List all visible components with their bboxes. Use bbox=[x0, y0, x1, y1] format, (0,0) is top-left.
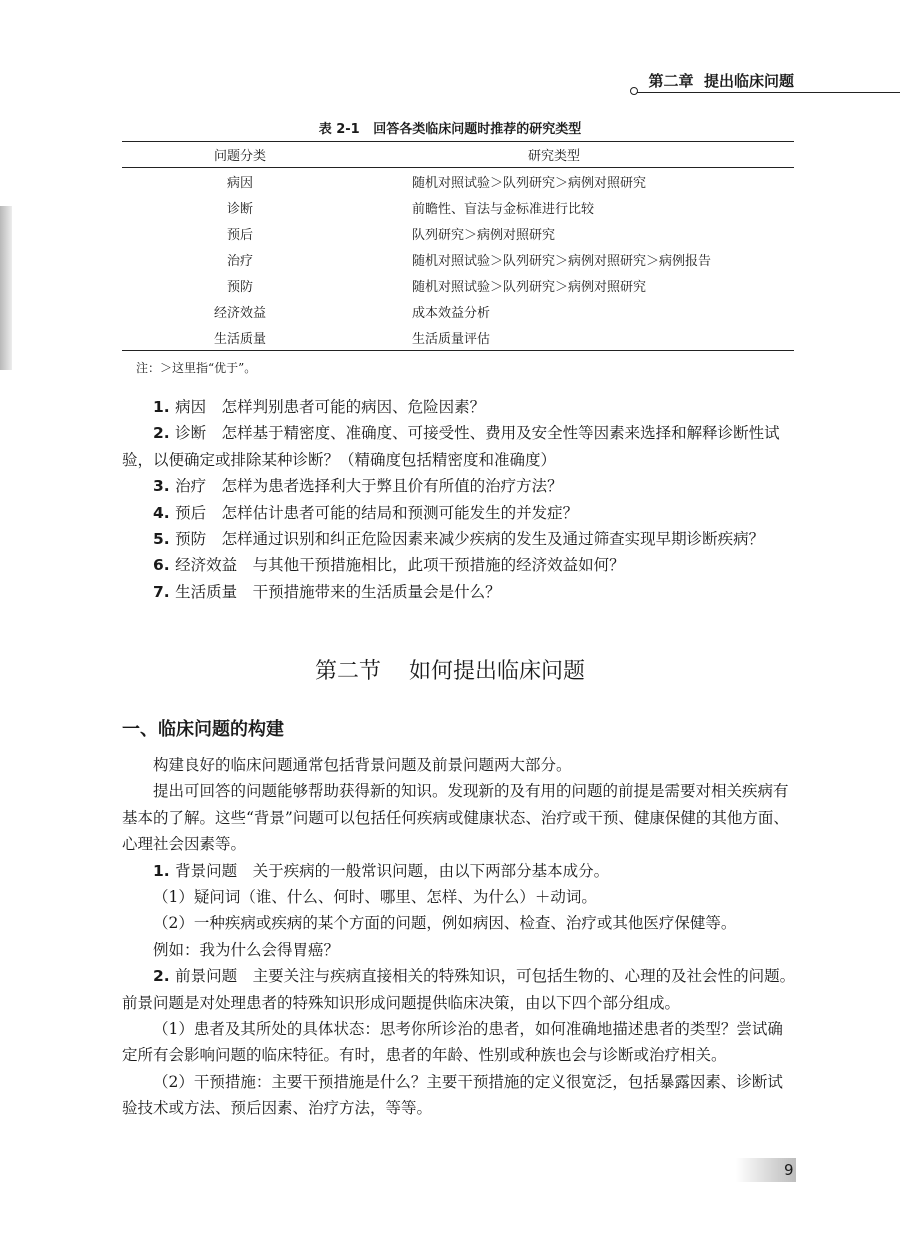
question-item: 5. 预防 怎样通过识别和纠正危险因素来减少疾病的发生及通过筛查实现早期诊断疾病？ bbox=[153, 530, 765, 549]
question-item: 6. 经济效益 与其他干预措施相比，此项干预措施的经济效益如何？ bbox=[153, 556, 625, 575]
table-note: 注：＞这里指“优于”。 bbox=[136, 361, 257, 375]
item-number: 2 bbox=[153, 967, 164, 986]
paragraph: （2）干预措施：主要干预措施是什么？主要干预措施的定义很宽泛，包括暴露因素、诊断试验技术或方法、预后因素、治疗方法，等等。 bbox=[122, 1072, 783, 1118]
question-text: 与其他干预措施相比，此项干预措施的经济效益如何？ bbox=[252, 556, 625, 575]
table-cell-category: 经济效益 bbox=[213, 305, 266, 321]
paragraph: 1. 背景问题 关于疾病的一般常识问题，由以下两部分基本成分。 bbox=[153, 861, 610, 880]
question-label: 预后 bbox=[175, 503, 207, 522]
table-cell-study-type: 成本效益分析 bbox=[412, 305, 491, 321]
table-row bbox=[122, 194, 794, 220]
section-title: 第二节 如何提出临床问题 bbox=[315, 659, 585, 684]
column-header-category: 问题分类 bbox=[122, 142, 358, 168]
running-header: 第二章 提出临床问题 bbox=[648, 72, 794, 90]
question-number: 6 bbox=[153, 556, 164, 575]
question-text: 怎样估计患者可能的结局和预测可能发生的并发症？ bbox=[221, 503, 579, 522]
question-item: 2. 诊断 怎样基于精密度、准确度、可接受性、费用及安全性等因素来选择和解释诊断性试验，以便确定或排除某种诊断？（精确度包括精密度和准确度） bbox=[122, 424, 780, 469]
question-number: 4 bbox=[153, 503, 164, 522]
table-cell-study-type: 随机对照试验＞队列研究＞病例对照研究 bbox=[412, 175, 647, 191]
question-item: 4. 预后 怎样估计患者可能的结局和预测可能发生的并发症？ bbox=[153, 503, 579, 522]
paragraph: 提出可回答的问题能够帮助获得新的知识。发现新的及有用的问题的前提是需要对相关疾病有基本的了解。这些“背景”问题可以包括任何疾病或健康状态、治疗或干预、健康保健的其他方面、心理社会因素等。 bbox=[122, 782, 789, 854]
question-text: 怎样基于精密度、准确度、可接受性、费用及安全性等因素来选择和解释诊断性试验，以便确定或排除某种诊断？（精确度包括精密度和准确度） bbox=[122, 424, 780, 469]
item-label: 前景问题 bbox=[175, 967, 238, 986]
question-list bbox=[122, 394, 796, 605]
page-number: 9 bbox=[784, 1161, 794, 1179]
question-text: 怎样为患者选择利大于弊且价有所值的治疗方法？ bbox=[221, 477, 563, 496]
column-header-study-type: 研究类型 bbox=[358, 142, 794, 168]
header-rule bbox=[636, 92, 900, 93]
side-thumb-tab bbox=[0, 206, 12, 370]
table-cell-study-type: 前瞻性、盲法与金标准进行比较 bbox=[412, 201, 595, 217]
question-item: 3. 治疗 怎样为患者选择利大于弊且价有所值的治疗方法？ bbox=[153, 477, 563, 496]
table-cell-category: 病因 bbox=[226, 175, 253, 191]
paragraph: 构建良好的临床问题通常包括背景问题及前景问题两大部分。 bbox=[153, 756, 572, 774]
question-label: 诊断 bbox=[175, 424, 207, 443]
table-row bbox=[122, 246, 794, 272]
table-header-row bbox=[122, 142, 794, 168]
table-cell-study-type: 随机对照试验＞队列研究＞病例对照研究＞病例报告 bbox=[412, 253, 712, 269]
question-label: 预防 bbox=[175, 530, 207, 549]
paragraph: （1）疑问词（谁、什么、何时、哪里、怎样、为什么）＋动词。 bbox=[153, 888, 597, 907]
item-text: 主要关注与疾病直接相关的特殊知识，可包括生物的、心理的及社会性的问题。前景问题是对处理患者的特殊知识形成问题提供临床决策，由以下四个部分组成。 bbox=[122, 967, 796, 1012]
table-row bbox=[122, 168, 794, 195]
item-text: 关于疾病的一般常识问题，由以下两部分基本成分。 bbox=[252, 861, 610, 880]
table-cell-category: 生活质量 bbox=[213, 331, 266, 347]
paragraph: 例如：我为什么会得胃癌？ bbox=[153, 940, 340, 959]
table-row bbox=[122, 298, 794, 324]
question-label: 治疗 bbox=[175, 477, 207, 496]
question-item: 7. 生活质量 干预措施带来的生活质量会是什么？ bbox=[153, 582, 501, 601]
table-cell-category: 预后 bbox=[226, 227, 253, 243]
paragraph: （1）患者及其所处的具体状态：思考你所诊治的患者，如何准确地描述患者的类型？尝试确定所有会影响问题的临床特征。有时，患者的年龄、性别或种族也会与诊断或治疗相关。 bbox=[122, 1020, 783, 1065]
item-number: 1 bbox=[153, 861, 164, 880]
question-label: 病因 bbox=[175, 398, 207, 416]
table-row bbox=[122, 220, 794, 246]
table-cell-category: 预防 bbox=[226, 279, 253, 295]
table-cell-study-type: 生活质量评估 bbox=[412, 331, 491, 347]
table-caption: 表 2-1 回答各类临床问题时推荐的研究类型 bbox=[318, 122, 582, 137]
question-number: 7 bbox=[153, 582, 164, 601]
question-text: 怎样通过识别和纠正危险因素来减少疾病的发生及通过筛查实现早期诊断疾病？ bbox=[221, 530, 765, 549]
research-type-table bbox=[122, 141, 794, 351]
question-text: 干预措施带来的生活质量会是什么？ bbox=[252, 582, 501, 601]
table-cell-study-type: 队列研究＞病例对照研究 bbox=[412, 227, 556, 243]
item-label: 背景问题 bbox=[175, 861, 238, 880]
table-cell-study-type: 随机对照试验＞队列研究＞病例对照研究 bbox=[412, 279, 647, 295]
question-number: 2 bbox=[153, 424, 164, 443]
table-cell-category: 治疗 bbox=[226, 253, 253, 269]
question-text: 怎样判别患者可能的病因、危险因素？ bbox=[221, 398, 486, 416]
question-number: 1 bbox=[153, 398, 164, 416]
body-text bbox=[122, 752, 796, 1122]
question-label: 生活质量 bbox=[175, 582, 238, 601]
question-number: 3 bbox=[153, 477, 164, 496]
header-rule-dot bbox=[630, 87, 638, 95]
paragraph: （2）一种疾病或疾病的某个方面的问题，例如病因、检查、治疗或其他医疗保健等。 bbox=[153, 914, 737, 933]
question-item: 1. 病因 怎样判别患者可能的病因、危险因素？ bbox=[153, 398, 486, 416]
table-row bbox=[122, 272, 794, 298]
question-number: 5 bbox=[153, 530, 164, 549]
table-row bbox=[122, 324, 794, 351]
subsection-title: 一、临床问题的构建 bbox=[122, 719, 284, 740]
paragraph: 2. 前景问题 主要关注与疾病直接相关的特殊知识，可包括生物的、心理的及社会性的问题。前景问题是对处理患者的特殊知识形成问题提供临床决策，由以下四个部分组成。 bbox=[122, 967, 796, 1012]
table-cell-category: 诊断 bbox=[226, 201, 253, 217]
question-label: 经济效益 bbox=[175, 556, 238, 575]
